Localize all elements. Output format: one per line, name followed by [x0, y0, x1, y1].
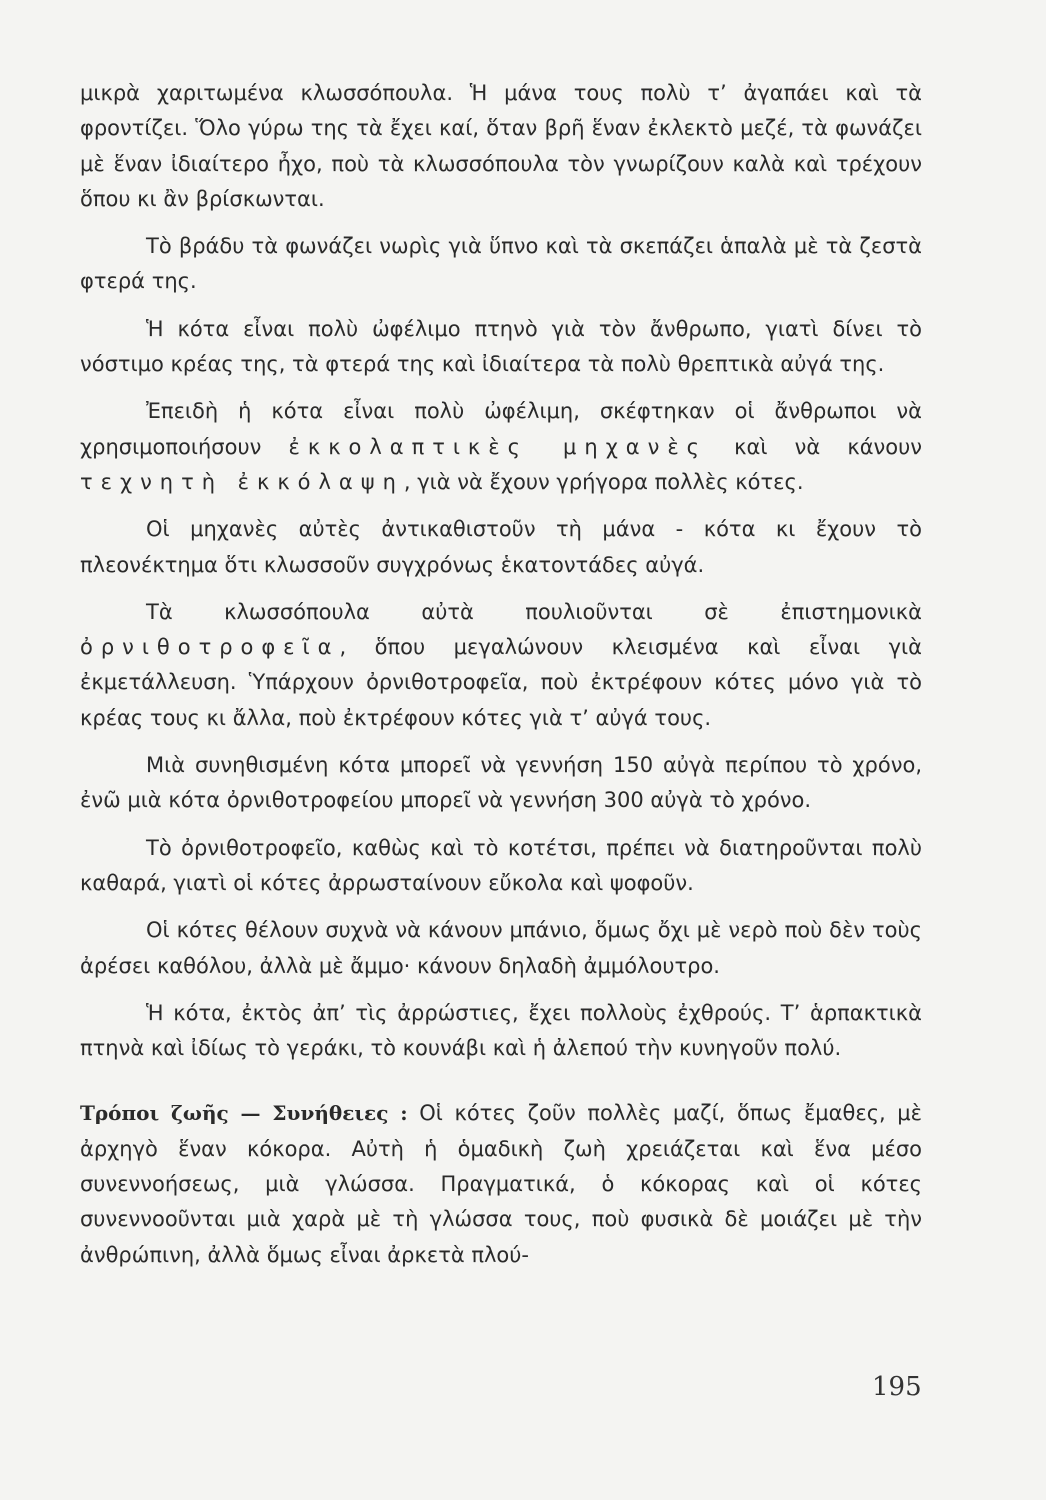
paragraph-4-text-a: Ἐπειδὴ ἡ κότα εἶναι πολὺ ὠφέλιμη, σκέφτηκαν οἱ ἄνθρωποι νὰ χρησιμοποιήσουν — [80, 399, 922, 459]
paragraph-11-text: Οἱ κότες ζοῦν πολλὲς μαζί, ὅπως ἔμαθες, μὲ ἀρχηγὸ ἕναν κόκορα. Αὐτὴ ἡ ὁμαδικὴ ζωὴ χρειάζεται καὶ ἕνα μέσο συνεννοήσεως, μιὰ γλώσσα. Πραγματικά, ὁ κόκορας καὶ οἱ κότες συνεννοοῦνται μιὰ χαρὰ μὲ τὴ γλώσσα τους, ποὺ φυσικὰ δὲ μοιάζει μὲ τὴν ἀνθρώπινη, ἀλλὰ ὅμως εἶναι ἀρκετὰ πλού- — [80, 1101, 922, 1267]
paragraph-6-text-b: , ὅπου μεγαλώνουν κλεισμένα καὶ εἶναι γιὰ ἐκμετάλλευση. Ὑπάρχουν ὀρνιθοτροφεῖα, ποὺ ἐκτρέφουν κότες μόνο γιὰ τὸ κρέας τους κι ἄλλα, ποὺ ἐκτρέφουν κότες γιὰ τ’ αὐγά τους. — [80, 635, 922, 730]
paragraph-8: Τὸ ὀρνιθοτροφεῖο, καθὼς καὶ τὸ κοτέτσι, πρέπει νὰ διατηροῦνται πολὺ καθαρά, γιατὶ οἱ κότες ἀρρωσταίνουν εὔκολα καὶ ψοφοῦν. — [80, 835, 922, 895]
paragraph-2: Τὸ βράδυ τὰ φωνάζει νωρὶς γιὰ ὕπνο καὶ τὰ σκεπάζει ἁπαλὰ μὲ τὰ ζεστὰ φτερά της. — [80, 234, 922, 294]
paragraph-10: Ἡ κότα, ἐκτὸς ἀπ’ τὶς ἀρρώστιες, ἔχει πολλοὺς ἐχθρούς. Τ’ ἁρπακτικὰ πτηνὰ καὶ ἰδίως τὸ γεράκι, τὸ κουνάβι καὶ ἡ ἀλεπού τὴν κυνηγοῦν πολύ. — [80, 1000, 922, 1061]
section-heading: Τρόποι ζωῆς — Συνήθειες : — [80, 1101, 408, 1126]
page-body — [80, 76, 922, 1285]
page-number: 195 — [872, 1372, 922, 1402]
paragraph-3: Ἡ κότα εἶναι πολὺ ὠφέλιμο πτηνὸ γιὰ τὸν ἄνθρωπο, γιατὶ δίνει τὸ νόστιμο κρέας της, τὰ φτερά της καὶ ἰδιαίτερα τὰ πολὺ θρεπτικὰ αὐγά της. — [80, 316, 922, 377]
paragraph-4-text-c: , γιὰ νὰ ἔχουν γρήγορα πολλὲς κότες. — [403, 469, 804, 494]
paragraph-11 — [80, 1096, 922, 1272]
paragraph-1: μικρὰ χαριτωμένα κλωσσόπουλα. Ἡ μάνα τους πολὺ τ’ ἀγαπάει καὶ τὰ φροντίζει. Ὅλο γύρω της τὰ ἔχει καί, ὅταν βρῆ ἕναν ἐκλεκτὸ μεζέ, τὰ φωνάζει μὲ ἕναν ἰδιαίτερο ἦχο, ποὺ τὰ κλωσσόπουλα τὸν γνωρίζουν καλὰ καὶ τρέχουν ὅπου κι ἂν βρίσκωνται. — [80, 81, 922, 211]
paragraph-7: Μιὰ συνηθισμένη κότα μπορεῖ νὰ γεννήση 150 αὐγὰ περίπου τὸ χρόνο, ἐνῶ μιὰ κότα ὀρνιθοτροφείου μπορεῖ νὰ γεννήση 300 αὐγὰ τὸ χρόνο. — [80, 753, 922, 813]
paragraph-6 — [80, 595, 922, 736]
paragraph-4-text-b: καὶ νὰ κάνουν — [706, 434, 922, 459]
spaced-term-incubators: ἐκκολαπτικὲς μηχανὲς — [288, 434, 707, 459]
spaced-term-poultry-farms: ὀρνιθοτροφεῖα — [80, 635, 340, 660]
paragraph-4 — [80, 394, 922, 500]
paragraph-9: Οἱ κότες θέλουν συχνὰ νὰ κάνουν μπάνιο, ὅμως ὄχι μὲ νερὸ ποὺ δὲν τοὺς ἀρέσει καθόλου, ἀλλὰ μὲ ἄμμο· κάνουν δηλαδὴ ἀμμόλουτρο. — [80, 918, 922, 978]
paragraph-6-text-a: Τὰ κλωσσόπουλα αὐτὰ πουλιοῦνται σὲ ἐπιστημονικὰ — [146, 599, 922, 624]
spaced-term-artificial-incubation: τεχνητὴ ἐκκόλαψη — [80, 469, 404, 494]
paragraph-5: Οἱ μηχανὲς αὐτὲς ἀντικαθιστοῦν τὴ μάνα - κότα κι ἔχουν τὸ πλεονέκτημα ὅτι κλωσσοῦν συγχρόνως ἑκατοντάδες αὐγά. — [80, 517, 922, 577]
